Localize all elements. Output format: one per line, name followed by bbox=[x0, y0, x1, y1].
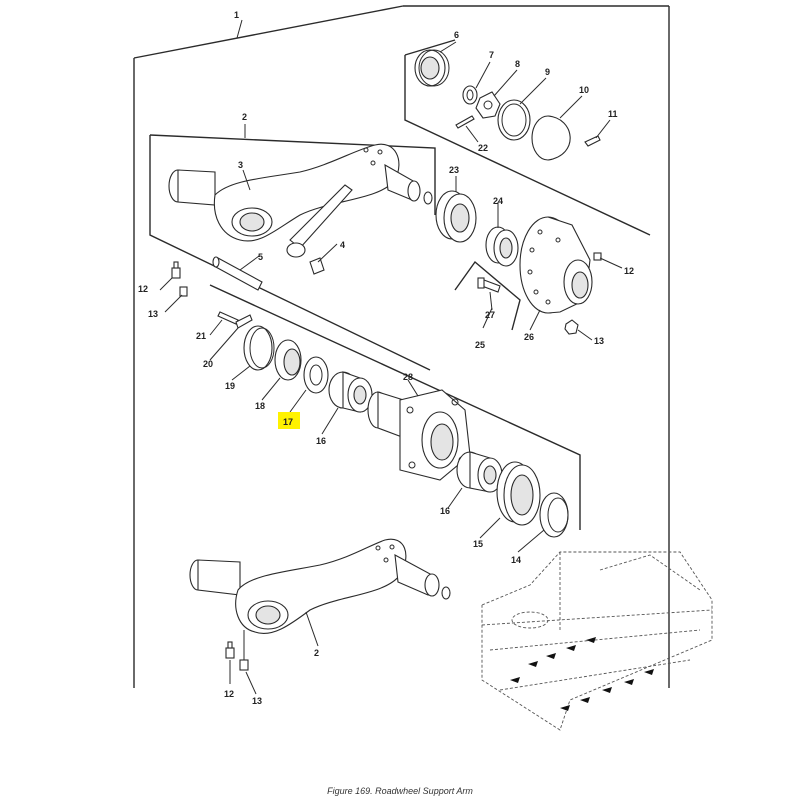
nut-13-hub bbox=[565, 320, 578, 334]
figure-caption: Figure 169. Roadwheel Support Arm bbox=[327, 786, 473, 796]
callout-12-hub: 12 bbox=[624, 266, 635, 276]
washer-17 bbox=[304, 357, 328, 393]
callout-4: 4 bbox=[340, 240, 346, 250]
bearing-23 bbox=[436, 191, 476, 242]
callout-12-lower: 12 bbox=[224, 689, 235, 699]
callout-26: 26 bbox=[524, 332, 535, 342]
screw-11 bbox=[585, 136, 600, 146]
bolt-5 bbox=[213, 257, 262, 290]
callout-15: 15 bbox=[473, 539, 484, 549]
callout-25: 25 bbox=[475, 340, 486, 350]
callout-16-left: 16 bbox=[316, 436, 327, 446]
cone-24 bbox=[486, 227, 518, 266]
callout-9: 9 bbox=[545, 67, 551, 77]
pin-22 bbox=[456, 116, 474, 128]
callout-2-lower: 2 bbox=[314, 648, 320, 658]
bearing-18 bbox=[275, 340, 301, 380]
callout-13-upper: 13 bbox=[148, 309, 159, 319]
fittings-12-13-upper bbox=[172, 262, 187, 296]
callout-11: 11 bbox=[608, 109, 618, 119]
callout-10: 10 bbox=[579, 85, 590, 95]
callout-23: 23 bbox=[449, 165, 460, 175]
vehicle-locator bbox=[482, 552, 712, 730]
bearing-15 bbox=[497, 462, 540, 525]
seal-19 bbox=[244, 326, 274, 370]
callout-8: 8 bbox=[515, 59, 521, 69]
callout-13-lower: 13 bbox=[252, 696, 263, 706]
callout-6: 6 bbox=[454, 30, 460, 40]
callout-7: 7 bbox=[489, 50, 495, 60]
callout-2-upper: 2 bbox=[242, 112, 248, 122]
callout-12-upper: 12 bbox=[138, 284, 149, 294]
callout-22: 22 bbox=[478, 143, 489, 153]
fittings-12-13-lower bbox=[226, 630, 248, 670]
callout-17: 17 bbox=[283, 417, 294, 427]
callout-27: 27 bbox=[485, 310, 496, 320]
callout-5: 5 bbox=[258, 252, 264, 262]
callout-21: 21 bbox=[196, 331, 207, 341]
callout-18: 18 bbox=[255, 401, 266, 411]
callout-20: 20 bbox=[203, 359, 214, 369]
callout-14: 14 bbox=[511, 555, 522, 565]
callout-3: 3 bbox=[238, 160, 244, 170]
upper-support-arm bbox=[169, 144, 432, 241]
fitting-12-hub bbox=[594, 253, 601, 260]
hubcap-10 bbox=[532, 116, 570, 160]
callout-19: 19 bbox=[225, 381, 236, 391]
callout-16-right: 16 bbox=[440, 506, 451, 516]
nut-8 bbox=[476, 92, 500, 118]
hub-26 bbox=[520, 217, 592, 313]
callout-28: 28 bbox=[403, 372, 414, 382]
pin-21 bbox=[218, 312, 238, 324]
callout-24: 24 bbox=[493, 196, 504, 206]
callout-1: 1 bbox=[234, 10, 240, 20]
bushing-16-left bbox=[329, 372, 372, 412]
callout-13-hub: 13 bbox=[594, 336, 605, 346]
gasket-9 bbox=[498, 100, 530, 140]
lower-support-arm bbox=[190, 539, 450, 633]
seal-6 bbox=[415, 50, 449, 86]
bushing-16-right bbox=[457, 452, 502, 492]
ring-7 bbox=[463, 86, 477, 104]
housing-28 bbox=[368, 390, 470, 480]
ring-20 bbox=[236, 315, 252, 328]
